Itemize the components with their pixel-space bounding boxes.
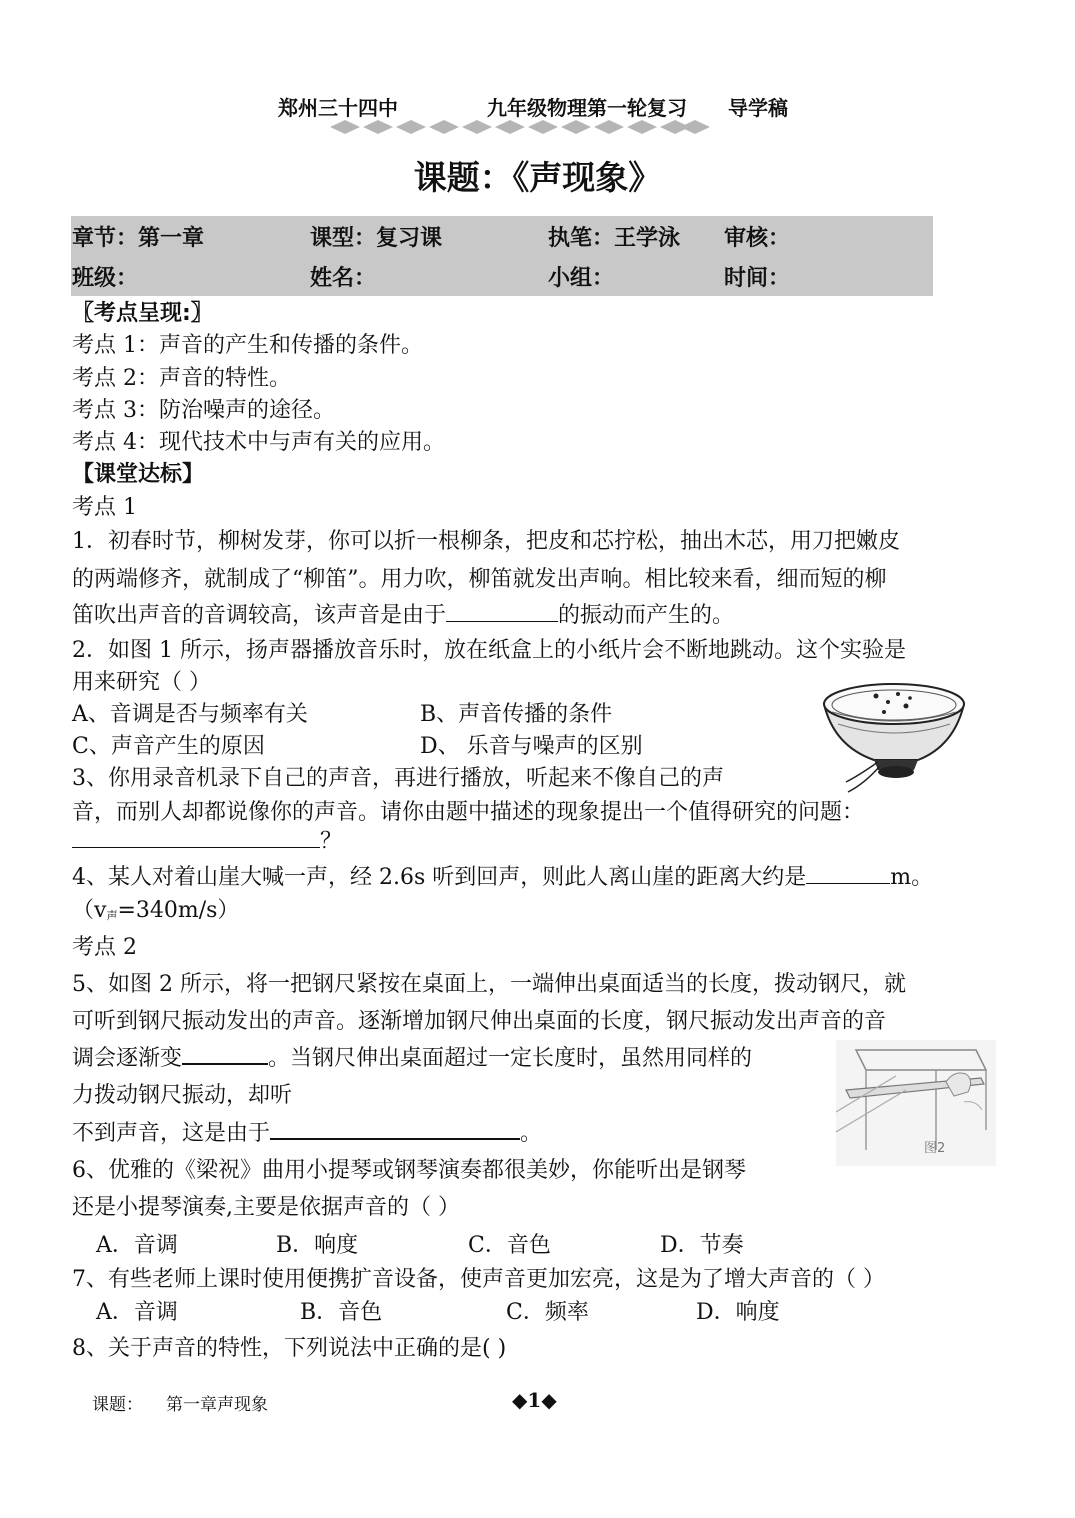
- q4-text-b: m。: [890, 865, 934, 890]
- fig2-label: 图2: [924, 1141, 946, 1156]
- footer-chapter: 第一章声现象: [166, 1395, 268, 1415]
- q2-option-d: D、 乐音与噪声的区别: [420, 734, 643, 759]
- q4-text-a: 4、某人对着山崖大喊一声，经 2.6s 听到回声，则此人离山崖的距离大约是: [72, 865, 807, 890]
- q2-option-c: C、声音产生的原因: [72, 734, 265, 759]
- info-class: 班级：: [72, 266, 139, 291]
- q5-text-c: 不到声音，这是由于: [72, 1121, 271, 1146]
- q6-option-c: C．音色: [468, 1233, 551, 1258]
- q1-text-b: 的振动而产生的。: [558, 603, 735, 628]
- q3-answer-blank[interactable]: [72, 827, 320, 848]
- page-number-value: 1: [527, 1388, 542, 1412]
- q5-answer-blank-1[interactable]: [182, 1043, 268, 1065]
- q6-option-d: D．节奏: [660, 1233, 744, 1258]
- q4-speed-value: =340m/s）: [117, 898, 240, 923]
- q4-speed-label: （v: [72, 898, 107, 923]
- q5-line-2: 可听到钢尺振动发出的声音。逐渐增加钢尺伸出桌面的长度，钢尺振动发出声音的音: [72, 1009, 887, 1034]
- info-lesson-type: 课型：复习课: [310, 226, 443, 251]
- q1-answer-blank[interactable]: [446, 601, 558, 622]
- q5-line-1: 5、如图 2 所示，将一把钢尺紧按在桌面上，一端伸出桌面适当的长度，拨动钢尺，就: [72, 972, 906, 997]
- exam-point-4: 考点 4：现代技术中与声有关的应用。: [72, 430, 445, 455]
- info-chapter: 章节：第一章: [72, 226, 205, 251]
- q1-text-a: 笛吹出声音的音调较高，该声音是由于: [72, 603, 447, 628]
- sub-heading-point-2: 考点 2: [72, 935, 137, 960]
- q7-option-b: B．音色: [300, 1300, 383, 1325]
- header-diamond-divider: [325, 118, 715, 136]
- info-reviewer: 审核：: [724, 226, 791, 251]
- q4-line-2: [72, 893, 239, 924]
- q1-line-1: 1．初春时节，柳树发芽，你可以折一根柳条，把皮和芯拧松，抽出木芯，用刀把嫩皮: [72, 529, 900, 554]
- q5-text-d: 。: [520, 1121, 543, 1146]
- page-number: ◆1◆: [512, 1388, 557, 1412]
- q3-line-3: [72, 824, 342, 855]
- q5-line-4: 力拨动钢尺振动，却听: [72, 1083, 293, 1108]
- q6-line-2: 还是小提琴演奏,主要是依据声音的（ ）: [72, 1195, 460, 1220]
- info-group: 小组：: [548, 266, 615, 291]
- q7-line-1: 7、有些老师上课时使用便携扩音设备，使声音更加宏亮，这是为了增大声音的（ ）: [72, 1267, 885, 1292]
- exam-point-2: 考点 2：声音的特性。: [72, 366, 291, 391]
- q1-line-3: [72, 598, 734, 629]
- q2-line-2: 用来研究（ ）: [72, 670, 211, 695]
- q5-text-b: 。当钢尺伸出桌面超过一定长度时，虽然用同样的: [268, 1046, 753, 1071]
- info-name: 姓名：: [310, 266, 377, 291]
- speaker-figure: [818, 672, 970, 804]
- q5-line-3: [72, 1041, 752, 1072]
- page-title: 课题：《声现象》: [413, 158, 662, 197]
- section-heading-classroom: 【课堂达标】: [72, 462, 205, 487]
- q7-option-a: A．音调: [96, 1300, 178, 1325]
- section-heading-exam-points: 〖考点呈现:〗: [72, 301, 213, 326]
- q7-option-d: D．响度: [696, 1300, 780, 1325]
- header-doc-type: 导学稿: [728, 96, 788, 120]
- q5-line-5: [72, 1116, 542, 1147]
- q6-option-b: B．响度: [276, 1233, 359, 1258]
- q4-speed-subscript: 声: [106, 909, 118, 922]
- q6-line-1: 6、优雅的《梁祝》曲用小提琴或钢琴演奏都很美妙，你能听出是钢琴: [72, 1158, 746, 1183]
- q5-text-a: 调会逐渐变: [72, 1046, 183, 1071]
- q5-answer-blank-2[interactable]: [270, 1118, 520, 1140]
- header-course: 九年级物理第一轮复习: [487, 96, 687, 120]
- q4-line-1: [72, 860, 933, 891]
- q3-line-2: 音，而别人却都说像你的声音。请你由题中描述的现象提出一个值得研究的问题：: [72, 800, 865, 825]
- q7-option-c: C．频率: [506, 1300, 589, 1325]
- q4-answer-blank[interactable]: [806, 863, 890, 884]
- header-school: 郑州三十四中: [278, 96, 398, 120]
- q8-line-1: 8、关于声音的特性，下列说法中正确的是( ): [72, 1336, 507, 1361]
- q3-text: ？: [320, 829, 343, 854]
- sub-heading-point-1: 考点 1: [72, 495, 137, 520]
- q2-option-b: B、声音传播的条件: [420, 702, 613, 727]
- ruler-figure: [836, 1040, 996, 1166]
- footer-label: 课题：: [92, 1395, 143, 1415]
- q6-option-a: A．音调: [96, 1233, 178, 1258]
- q3-line-1: 3、你用录音机录下自己的声音，再进行播放，听起来不像自己的声: [72, 766, 724, 791]
- info-author: 执笔：王学泳: [548, 226, 681, 251]
- q1-line-2: 的两端修齐，就制成了“柳笛”。用力吹，柳笛就发出声响。相比较来看，细而短的柳: [72, 567, 887, 592]
- exam-point-1: 考点 1：声音的产生和传播的条件。: [72, 333, 423, 358]
- exam-point-3: 考点 3：防治噪声的途径。: [72, 398, 335, 423]
- q2-line-1: 2．如图 1 所示，扬声器播放音乐时，放在纸盒上的小纸片会不断地跳动。这个实验是: [72, 638, 906, 663]
- q2-option-a: A、音调是否与频率有关: [72, 702, 308, 727]
- info-time: 时间：: [724, 266, 791, 291]
